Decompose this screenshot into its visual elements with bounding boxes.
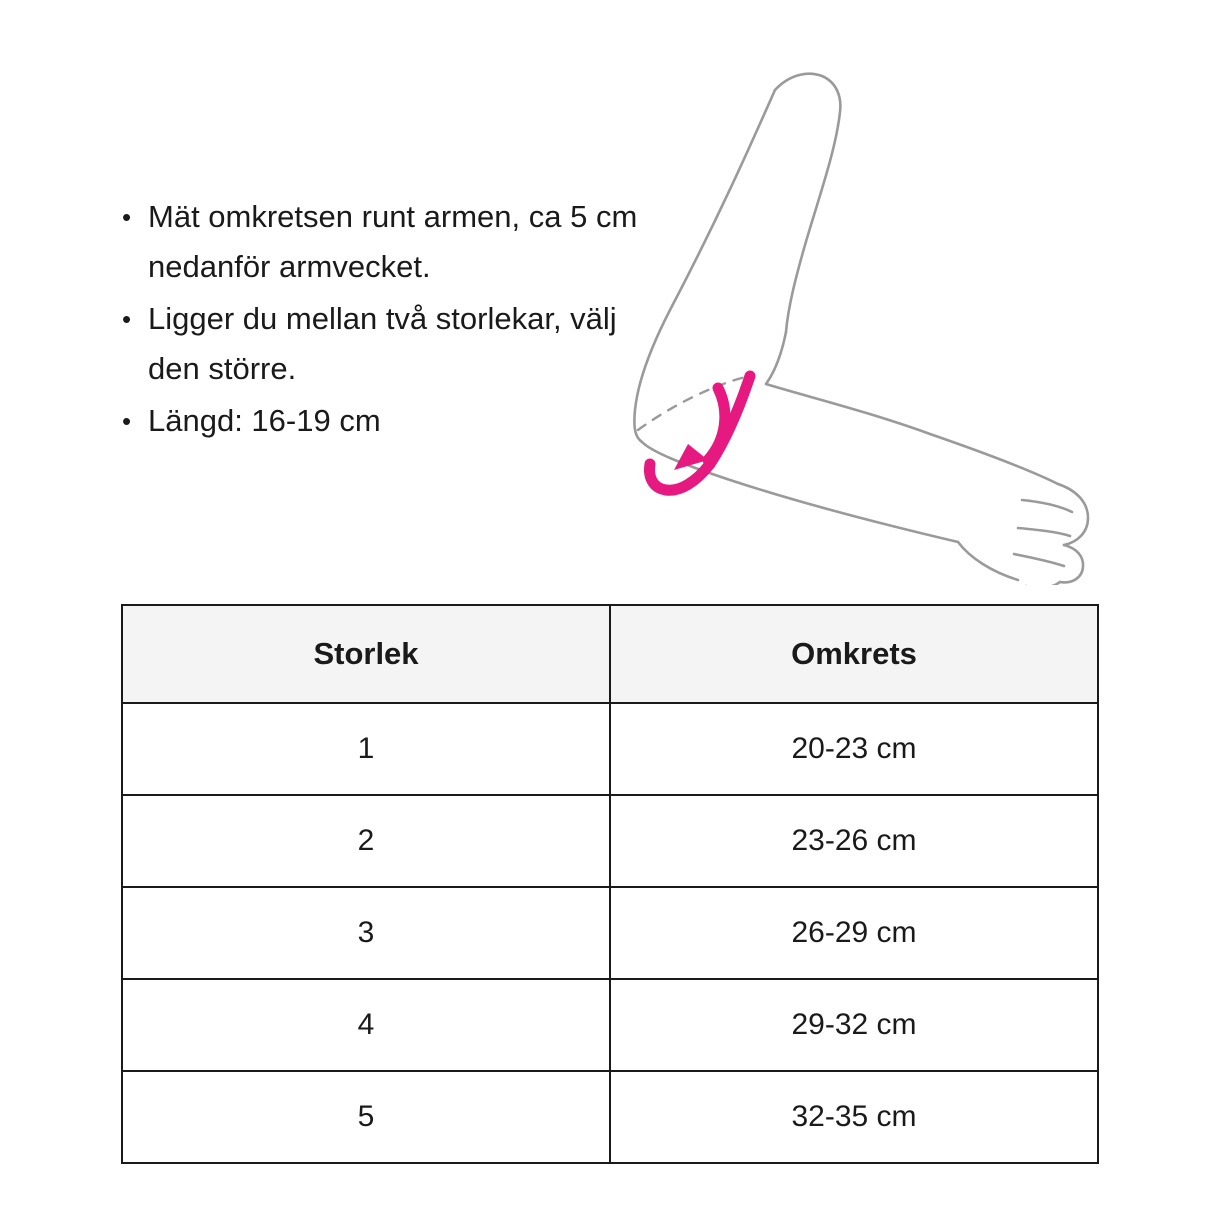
- instruction-item: [110, 192, 650, 292]
- table-row: [122, 795, 1098, 887]
- cell-circumference: 20-23 cm: [610, 703, 1098, 795]
- illustration-section: [0, 0, 1214, 600]
- arm-measurement-illustration: [590, 40, 1110, 585]
- table-row: [122, 703, 1098, 795]
- cell-size: 5: [122, 1071, 610, 1163]
- cell-size: 2: [122, 795, 610, 887]
- column-header-size: Storlek: [122, 605, 610, 703]
- cell-size: 1: [122, 703, 610, 795]
- cell-circumference: 32-35 cm: [610, 1071, 1098, 1163]
- table-row: [122, 1071, 1098, 1163]
- instruction-text: Ligger du mellan två storlekar, välj den större.: [148, 301, 617, 386]
- column-header-circumference: Omkrets: [610, 605, 1098, 703]
- cell-circumference: 23-26 cm: [610, 795, 1098, 887]
- cell-size: 4: [122, 979, 610, 1071]
- bullet-icon: •: [122, 304, 132, 334]
- bullet-icon: •: [122, 406, 132, 436]
- instruction-list: [110, 192, 650, 446]
- measurement-instructions: [110, 192, 650, 448]
- instruction-item: [110, 294, 650, 394]
- cell-size: 3: [122, 887, 610, 979]
- table-header-row: [122, 605, 1098, 703]
- bullet-icon: •: [122, 202, 132, 232]
- instruction-text: Längd: 16-19 cm: [148, 403, 381, 438]
- instruction-item: [110, 396, 650, 446]
- instruction-text: Mät omkretsen runt armen, ca 5 cm nedanför armvecket.: [148, 199, 638, 284]
- table-row: [122, 979, 1098, 1071]
- table-row: [122, 887, 1098, 979]
- size-chart-table: [121, 604, 1099, 1164]
- cell-circumference: 26-29 cm: [610, 887, 1098, 979]
- cell-circumference: 29-32 cm: [610, 979, 1098, 1071]
